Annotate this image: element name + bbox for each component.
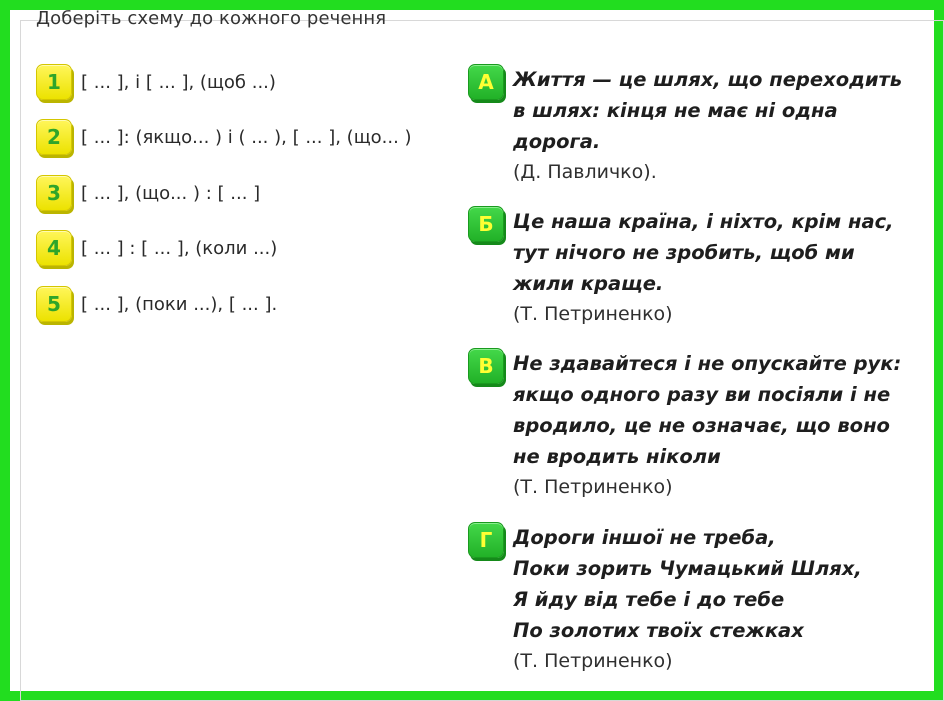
scheme-text: [ ... ]: (якщо... ) і ( ... ), [ ... ], (що... ) (81, 126, 412, 148)
scheme-item-3[interactable] (36, 173, 260, 213)
scheme-item-2[interactable] (36, 117, 412, 157)
sentence-b (513, 206, 913, 330)
poem-line: Дороги іншої не треба, (513, 526, 776, 549)
scheme-text: [ ... ], (що... ) : [ ... ] (81, 182, 261, 204)
scheme-item-1[interactable] (36, 62, 276, 102)
scheme-number-badge: 5 (36, 286, 72, 322)
sentence-author: (Д. Павличко). (513, 161, 657, 183)
sentence-letter-badge-a[interactable]: А (468, 64, 504, 100)
task-instruction: Доберіть схему до кожного речення (36, 8, 387, 29)
sentence-quote: Життя — це шлях, що переходить в шлях: кінця не має ні одна дорога. (513, 68, 903, 153)
scheme-text: [ ... ], (поки ...), [ ... ]. (81, 293, 278, 315)
scheme-number-badge: 1 (36, 64, 72, 100)
scheme-number-badge: 4 (36, 230, 72, 266)
sentence-letter-badge-b[interactable]: Б (468, 206, 504, 242)
sentence-author: (Т. Петриненко) (513, 303, 673, 325)
poem-line: Поки зорить Чумацький Шлях, (513, 557, 862, 580)
scheme-item-5[interactable] (36, 284, 277, 324)
poem-line: По золотих твоїх стежках (513, 619, 804, 642)
scheme-number-badge: 3 (36, 175, 72, 211)
sentence-quote: Це наша країна, і ніхто, крім нас, тут нічого не зробить, щоб ми жили краще. (513, 210, 894, 295)
sentence-a (513, 64, 913, 188)
sentence-quote: Не здавайтеся і не опускайте рук: якщо одного разу ви посіяли і не вродило, це не означає, що воно не вродить ніколи (513, 352, 902, 468)
scheme-text: [ ... ], і [ ... ], (щоб ...) (81, 71, 276, 93)
sentence-author: (Т. Петриненко) (513, 476, 673, 498)
scheme-text: [ ... ] : [ ... ], (коли ...) (81, 237, 278, 259)
sentence-author: (Т. Петриненко) (513, 650, 673, 672)
scheme-item-4[interactable] (36, 228, 277, 268)
sentence-letter-badge-v[interactable]: В (468, 348, 504, 384)
scheme-number-badge: 2 (36, 119, 72, 155)
sentence-h (513, 522, 913, 677)
sentence-letter-badge-h[interactable]: Г (468, 522, 504, 558)
poem-line: Я йду від тебе і до тебе (513, 588, 785, 611)
sentence-v (513, 348, 913, 503)
